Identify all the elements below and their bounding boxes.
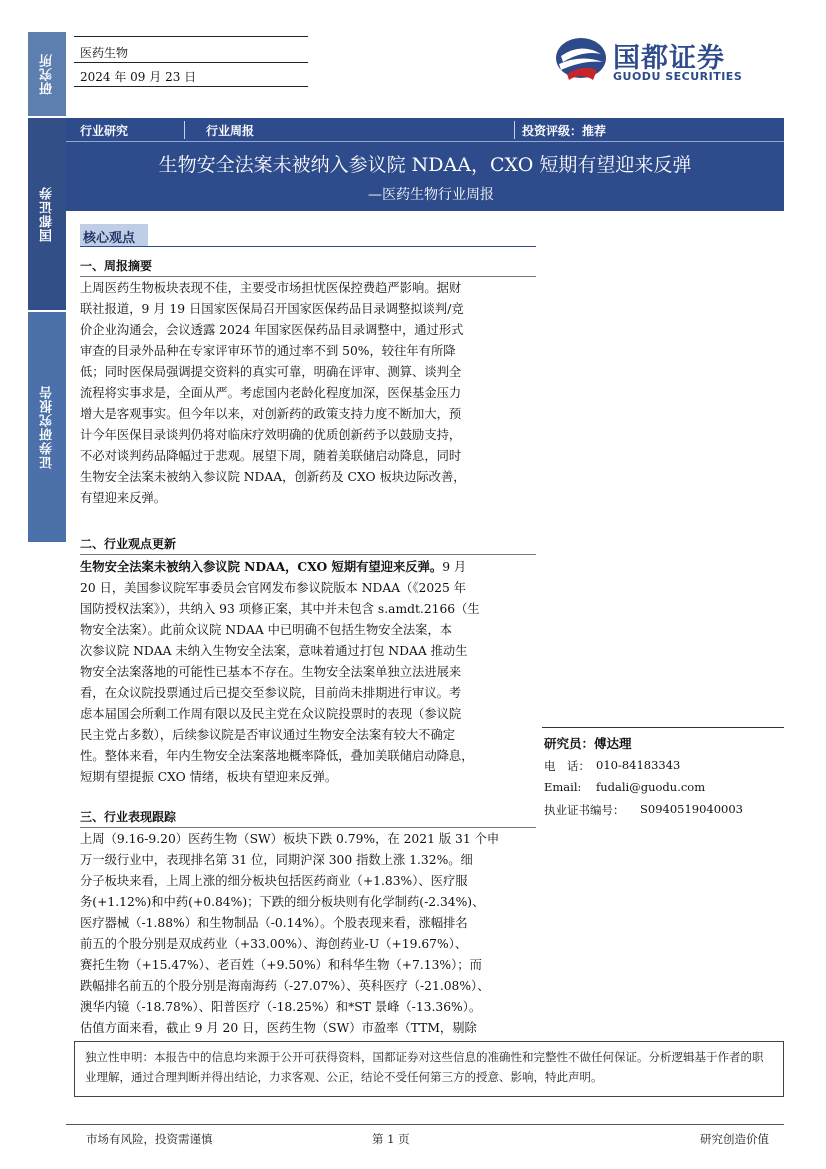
text-line: 低；同时医保局强调提交资料的真实可靠，明确在评审、测算、谈判全	[80, 365, 462, 379]
banner-divider	[514, 121, 515, 139]
report-subtitle: —医药生物行业周报	[368, 187, 494, 203]
report-type: 行业研究	[80, 124, 129, 138]
text-line: 审查的目录外品种在专家评审环节的通过率不到 50%，较往年有所降	[80, 344, 456, 358]
lead-tail: 9 月	[442, 560, 467, 574]
logo-mark-icon	[553, 34, 609, 86]
core-view-badge: 核心观点	[80, 224, 148, 246]
title-banner	[66, 118, 784, 211]
sidebar-segment-bottom	[28, 312, 66, 542]
banner-info-bar	[66, 118, 784, 142]
text-line: 跌幅排名前五的个股分别是海南海药（-27.07%）、英科医疗（-21.08%）、	[80, 979, 490, 993]
page-number: 第 1 页	[372, 1132, 410, 1146]
text-line: 联社报道，9 月 19 日国家医保局召开国家医保药品目录调整拟谈判/竞	[80, 302, 464, 316]
text-line: 次参议院 NDAA 未纳入生物安全法案，意味着通过打包 NDAA 推动生	[80, 644, 468, 658]
text-line: 看，在众议院投票通过后已提交至参议院，目前尚未排期进行审议。考	[80, 686, 462, 700]
analyst-email-row	[544, 780, 706, 794]
text-line: 澳华内镜（-18.78%）、阳普医疗（-18.25%）和*ST 景峰（-13.36%）。	[80, 1000, 482, 1014]
text-line: 医疗器械（-1.88%）和生物制品（-0.14%）。个股表现来看，涨幅排名	[80, 916, 468, 930]
header-date: 2024 年 09 月 23 日	[80, 70, 197, 84]
analyst-license-row	[544, 802, 743, 818]
phone-value: 010-84183343	[596, 758, 681, 772]
text-line: 不必对谈判药品降幅过于悲观。展望下周，随着美联储启动降息，同时	[80, 449, 462, 463]
header-rule-bottom	[74, 86, 308, 87]
text-line: 赛托生物（+15.47%）、老百姓（+9.50%）和科华生物（+7.13%）；而	[80, 958, 482, 972]
header-rule-top	[74, 36, 308, 37]
license-value: S0940519040003	[640, 802, 743, 816]
sidebar-segment-middle	[28, 118, 66, 310]
email-link[interactable]: fudali@guodu.com	[596, 780, 706, 794]
text-line: 增大是客观事实。但今年以来，对创新药的政策支持力度不断加大，预	[80, 407, 462, 421]
analyst-name: 研究员：傅达理	[544, 736, 632, 751]
text-line: 分子板块来看，上周上涨的细分板块包括医药商业（+1.83%）、医疗服	[80, 874, 468, 888]
text-line: 上周（9.16-9.20）医药生物（SW）板块下跌 0.79%，在 2021 版 31 个申	[80, 832, 500, 846]
text-line: 物安全法案）。此前众议院 NDAA 中已明确不包括生物安全法案，本	[80, 623, 453, 637]
sidebar-label-institute: 研究所	[39, 53, 55, 95]
text-line: 万一级行业中，表现排名第 31 位，同期沪深 300 指数上涨 1.32%。细	[80, 853, 473, 867]
text-line: 流程将实事求是，全面从严。考虑国内老龄化程度加深，医保基金压力	[80, 386, 462, 400]
section-heading-summary: 一、周报摘要	[80, 259, 153, 273]
section-rule	[80, 554, 536, 555]
investment-rating: 投资评级：推荐	[522, 124, 607, 138]
phone-label: 电 话：	[544, 759, 590, 773]
footer-rule	[66, 1124, 784, 1125]
text-line: 有望迎来反弹。	[80, 491, 167, 505]
section-rule	[80, 827, 536, 828]
text-line: 务(+1.12%)和中药(+0.84%)；下跌的细分板块则有化学制药(-2.34%)、	[80, 895, 485, 909]
text-line: 上周医药生物板块表现不佳，主要受市场担忧医保控费趋严影响。据财	[80, 281, 462, 295]
report-subtype: 行业周报	[206, 124, 255, 138]
email-label: Email:	[544, 780, 582, 794]
footer-slogan: 研究创造价值	[700, 1132, 769, 1146]
analyst-rule	[542, 727, 784, 728]
sidebar	[28, 32, 66, 542]
text-line: 价企业沟通会，会议透露 2024 年国家医保药品目录调整中，通过形式	[80, 323, 464, 337]
section-heading-views: 二、行业观点更新	[80, 537, 177, 551]
logo-name-en: GUODU SECURITIES	[613, 70, 743, 83]
text-line: 性。整体来看，年内生物安全法案落地概率降低，叠加美联储启动降息，	[80, 749, 474, 763]
views-paragraph	[80, 556, 538, 788]
core-view-rule	[80, 246, 536, 247]
sidebar-label-report: 证券研究报告	[39, 385, 55, 469]
header-category: 医药生物	[80, 46, 129, 60]
text-line: 20 日，美国参议院军事委员会官网发布参议院版本 NDAA（《2025 年	[80, 581, 467, 595]
banner-divider	[184, 121, 185, 139]
performance-paragraph	[80, 829, 538, 1039]
text-line: 前五的个股分别是双成药业（+33.00%）、海创药业-U（+19.67%）、	[80, 937, 468, 951]
summary-paragraph	[80, 278, 538, 509]
footer-risk-note: 市场有风险，投资需谨慎	[86, 1132, 213, 1146]
section-heading-performance: 三、行业表现跟踪	[80, 810, 177, 824]
report-title: 生物安全法案未被纳入参议院 NDAA，CXO 短期有望迎来反弹	[158, 154, 692, 176]
text-line	[80, 556, 538, 578]
text-line: 短期有望提振 CXO 情绪，板块有望迎来反弹。	[80, 770, 338, 784]
header-rule-middle	[74, 62, 308, 63]
independence-disclaimer: 独立性申明：本报告中的信息均来源于公开可获得资料，国都证券对这些信息的准确性和完整性不做任何保证。分析逻辑基于作者的职业理解，通过合理判断并得出结论，力求客观、公正，结论不受任何第三方的授意、影响，特此声明。	[74, 1041, 784, 1097]
sidebar-label-company: 国都证券	[39, 186, 55, 242]
text-line: 虑本届国会所剩工作周有限以及民主党在众议院投票时的表现（参议院	[80, 707, 462, 721]
license-label: 执业证书编号：	[544, 803, 625, 817]
lead-sentence: 生物安全法案未被纳入参议院 NDAA，CXO 短期有望迎来反弹。	[80, 559, 443, 574]
analyst-phone-row	[544, 758, 681, 774]
text-line: 物安全法案落地的可能性已基本不存在。生物安全法案单独立法进展来	[80, 665, 462, 679]
company-logo	[553, 34, 763, 86]
text-line: 计今年医保目录谈判仍将对临床疗效明确的优质创新药予以鼓励支持，	[80, 428, 462, 442]
section-rule	[80, 276, 536, 277]
text-line: 估值方面来看，截止 9 月 20 日，医药生物（SW）市盈率（TTM，剔除	[80, 1021, 477, 1035]
text-line: 国防授权法案》），共纳入 93 项修正案，其中并未包含 s.amdt.2166（生	[80, 602, 480, 616]
sidebar-segment-top	[28, 32, 66, 116]
logo-name-cn: 国都证券	[613, 43, 725, 74]
text-line: 民主党占多数），后续参议院是否审议通过生物安全法案有较大不确定	[80, 728, 456, 742]
text-line: 生物安全法案未被纳入参议院 NDAA，创新药及 CXO 板块边际改善，	[80, 470, 466, 484]
